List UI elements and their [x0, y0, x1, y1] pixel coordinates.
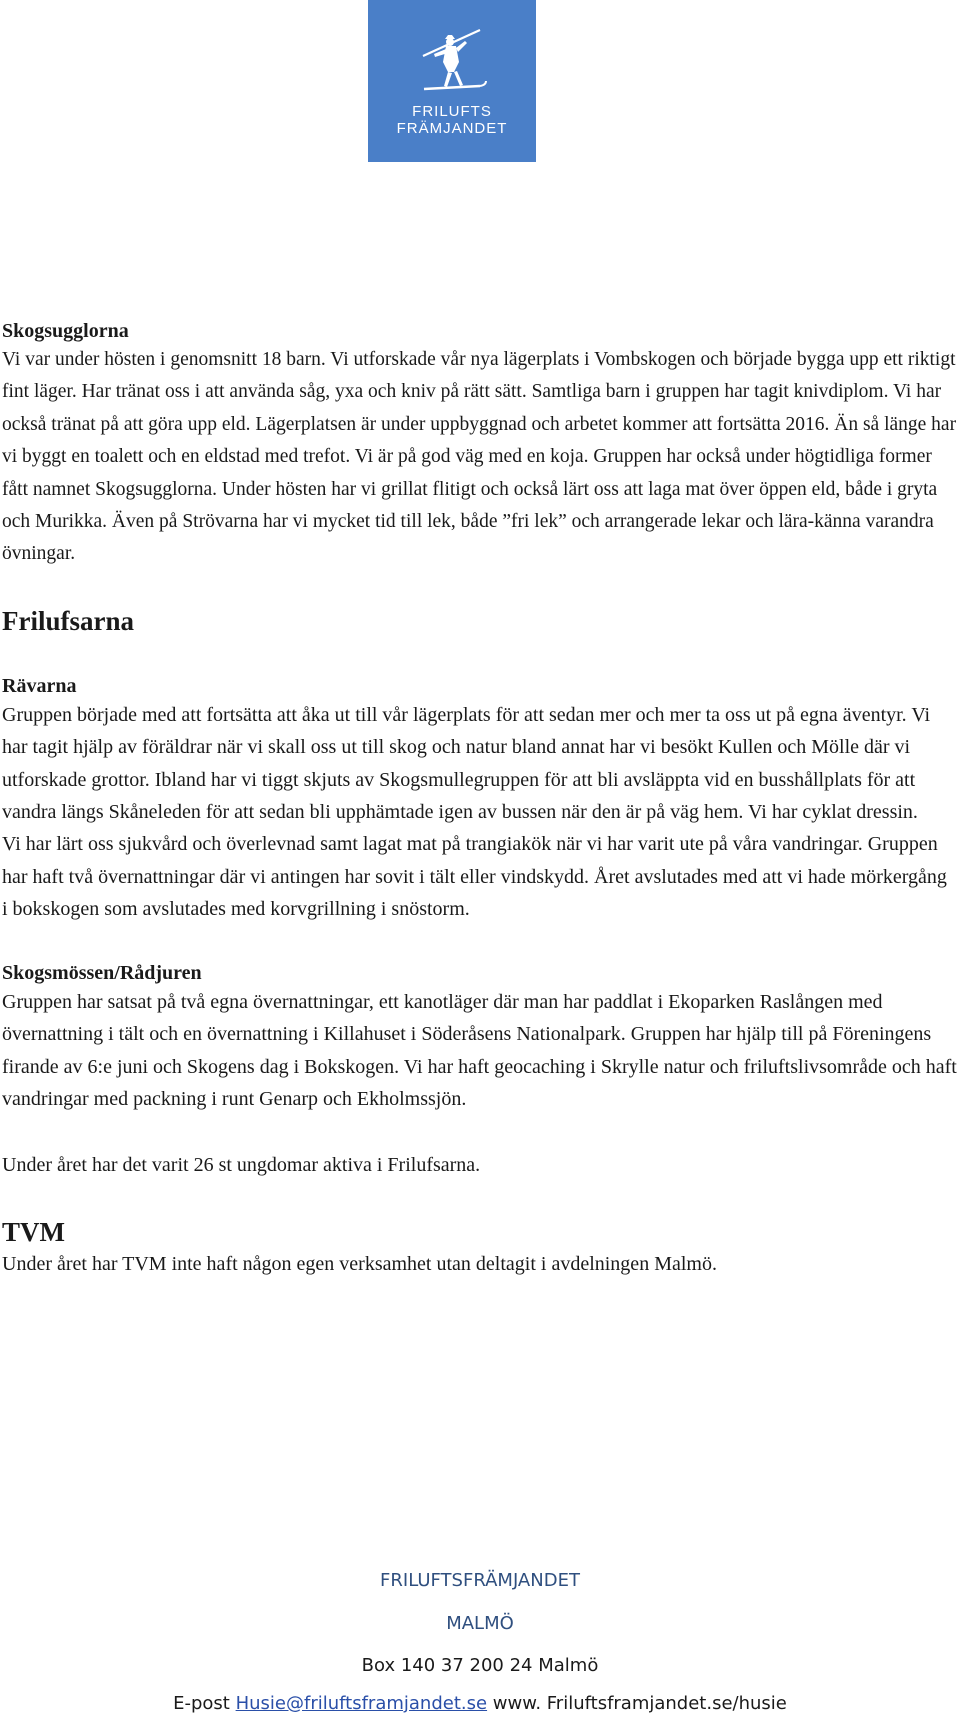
logo-text-line1: FRILUFTS	[412, 103, 492, 120]
skier-icon	[368, 0, 536, 162]
paragraph-skogsugglorna: Vi var under hösten i genomsnitt 18 barn. Vi utforskade vår nya lägerplats i Vombskogen och började bygga upp ett riktigt fint läger. Har tränat oss i att använda såg, yxa och kniv på rätt sätt. Samtliga barn i gruppen har tagit knivdiplom. Vi har också tränat på att göra upp eld. Lägerplatsen är under uppbyggnad och arbetet kommer att fortsätta 2016. Än så länge har vi byggt en toalett och en eldstad med trefot. Vi är på god väg med en koja. Gruppen har också under högtidliga former fått namnet Skogsugglorna. Under hösten har vi grillat flitigt och också lärt oss att laga mat över öppen eld, både i gryta och Murikka. Även på Strövarna har vi mycket tid till lek, både ”fri lek” och arrangerade lekar och lära-känna varandra övningar.	[2, 349, 957, 565]
footer-address: Box 140 37 200 24 Malmö	[361, 1655, 599, 1676]
paragraph-ravarna: Gruppen började med att fortsätta att åka ut till vår lägerplats för att sedan mer och mer ta oss ut på egna äventyr. Vi har tagit hjälp av föräldrar när vi skall oss ut till skog och natur bland annat har vi besökt Kullen och Mölle där vi utforskade grottor. Ibland har vi tiggt skjuts av Skogsmullegruppen för att bli avsläppta vid en busshållplats för att vandra längs Skåneleden för att sedan bli upphämtade igen av bussen när den är på väg hem. Vi har cyklat dressin.	[2, 703, 931, 824]
paragraph-tvm: Under året har TVM inte haft någon egen verksamhet utan deltagit i avdelningen Malmö.	[2, 1252, 717, 1275]
friluftsframjandet-logo	[368, 0, 536, 162]
heading-tvm: TVM	[2, 1216, 65, 1247]
report-body	[2, 318, 957, 1280]
paragraph-ravarna-2: Vi har lärt oss sjukvård och överlevnad samt lagat mat på trangiakök när vi har varit ute på våra vandringar. Gruppen har haft två övernattningar där vi antingen har sovit i tält eller vindskydd. Året avslutades med att vi hade mörkergång i bokskogen som avslutades med korvgrillning i snöstorm.	[2, 833, 947, 921]
footer-email-link[interactable]: Husie@friluftsframjandet.se	[235, 1693, 488, 1714]
heading-skogsugglorna: Skogsugglorna	[2, 320, 129, 342]
footer-contact	[0, 1693, 960, 1715]
footer-city: MALMÖ	[446, 1613, 514, 1634]
footer-web: www. Friluftsframjandet.se/husie	[487, 1693, 787, 1714]
heading-ravarna: Rävarna	[2, 674, 77, 697]
footer-email-prefix: E-post	[173, 1693, 236, 1714]
paragraph-summary: Under året har det varit 26 st ungdomar aktiva i Frilufsarna.	[2, 1154, 481, 1177]
paragraph-skogsmossen: Gruppen har satsat på två egna övernattningar, ett kanotläger där man har paddlat i Ekoparken Raslången med övernattning i tält och en övernattning i Killahuset i Söderåsens Nationalpark. Gruppen har hjälp till på Föreningens firande av 6:e juni och Skogens dag i Bokskogen. Vi har haft geocaching i Skrylle natur och friluftslivsområde och haft vandringar med packning i runt Genarp och Ekholmssjön.	[2, 990, 957, 1110]
logo-text-line2: FRÄMJANDET	[396, 120, 508, 137]
footer-org-name: FRILUFTSFRÄMJANDET	[380, 1570, 580, 1591]
heading-skogsmossen: Skogsmössen/Rådjuren	[2, 961, 202, 984]
heading-frilufsarna: Frilufsarna	[2, 605, 134, 636]
